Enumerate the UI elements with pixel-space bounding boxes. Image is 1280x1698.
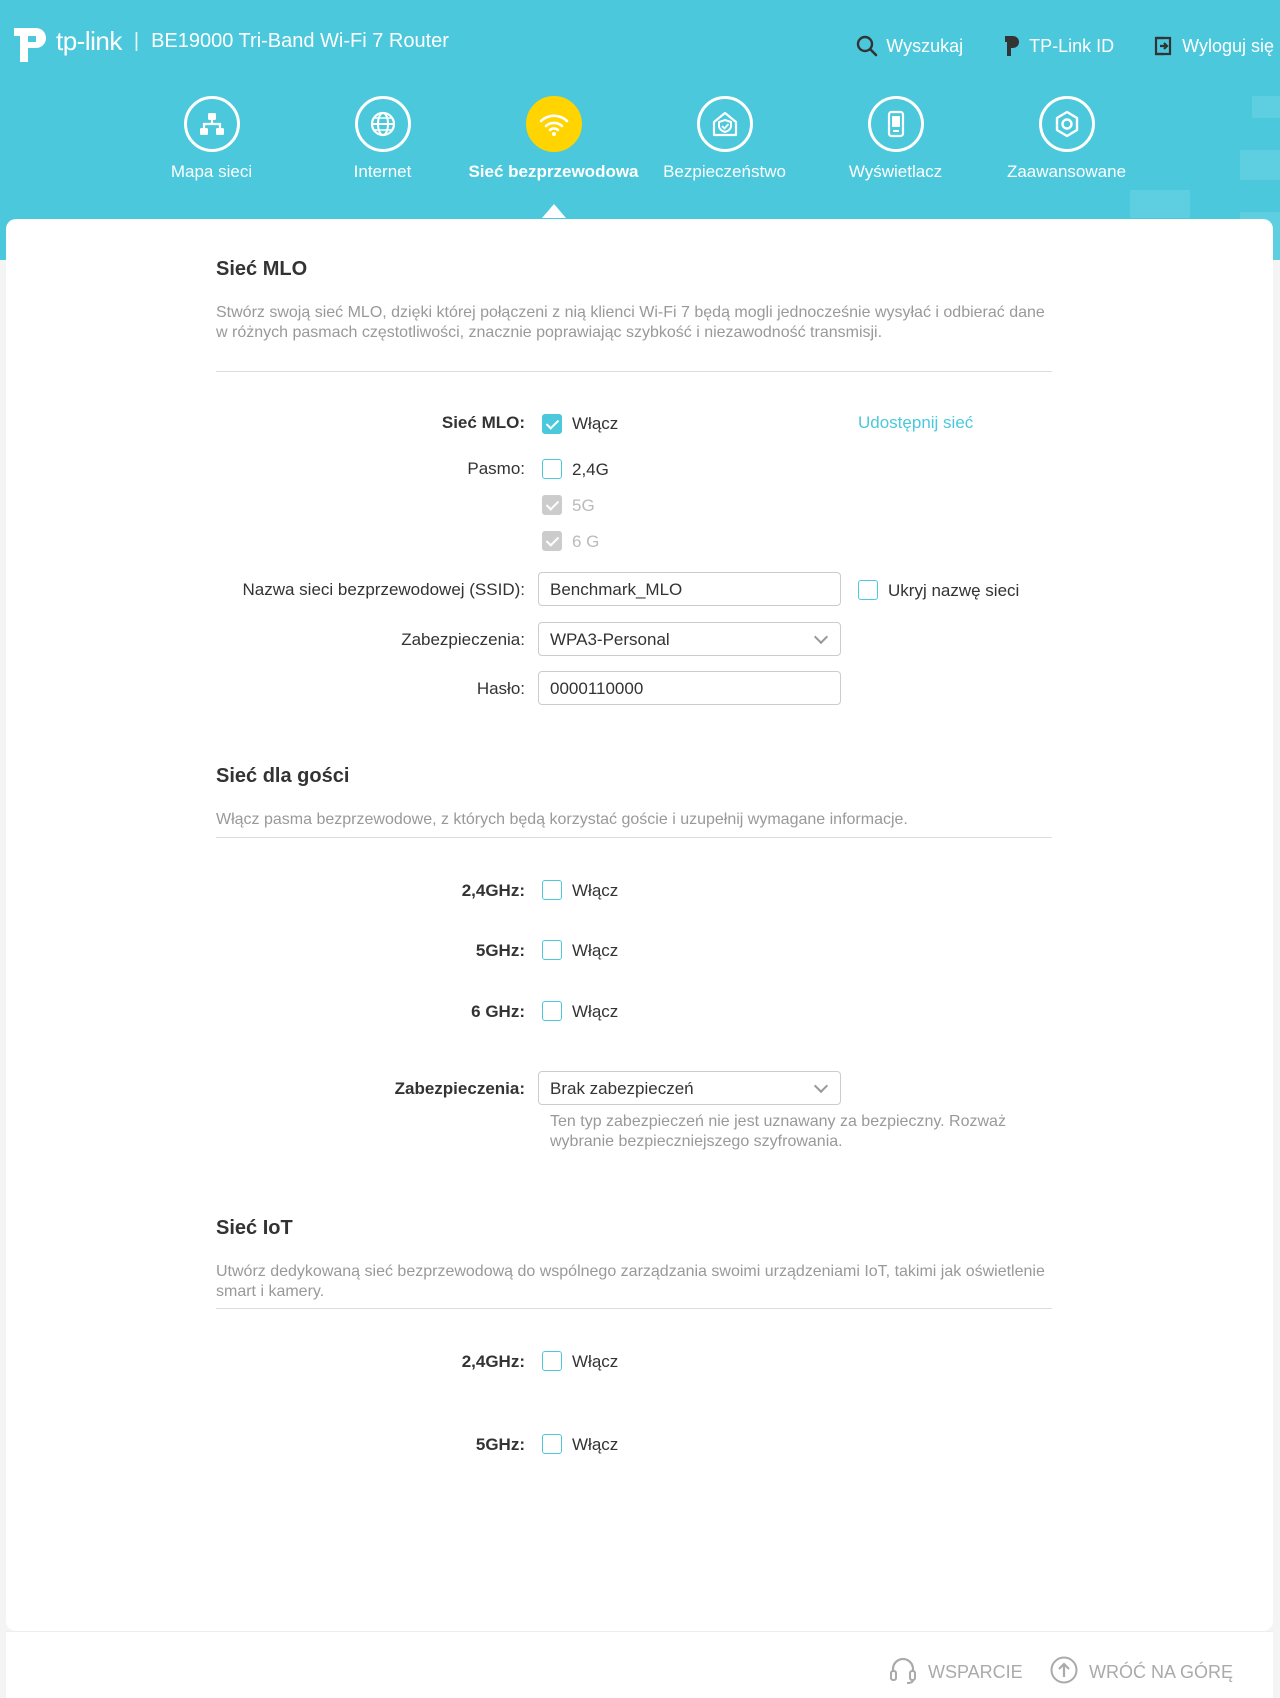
headset-icon [888,1655,918,1690]
logout-label: Wyloguj się [1182,35,1274,56]
guest-security-select-value: Brak zabezpieczeń [550,1079,694,1098]
router-model: BE19000 Tri-Band Wi-Fi 7 Router [151,29,449,52]
band-6g-label: 6 G [572,532,600,551]
iot-band-label: 2,4GHz: [461,1352,525,1371]
band-5g-label: 5G [572,496,595,515]
security-select-value: WPA3-Personal [550,630,670,649]
iot-2-4ghz-checkbox[interactable] [542,1351,562,1371]
nav-label: Bezpieczeństwo [663,162,786,181]
nav-advanced[interactable] [981,96,1152,182]
security-label: Zabezpieczenia: [401,630,525,649]
nav-label: Internet [353,162,412,181]
chevron-down-icon [814,1079,828,1093]
hide-ssid-label: Ukryj nazwę sieci [888,581,1020,600]
nav-network-map[interactable] [126,96,297,182]
tplink-logo-icon [6,18,52,64]
band-label: Pasmo: [467,459,525,478]
nav-label: Wyświetlacz [848,162,943,181]
logout-button[interactable] [1152,34,1274,58]
footer [6,1631,1273,1698]
tplink-logo[interactable] [6,18,449,64]
tplink-id-icon [1001,34,1021,58]
header-decoration [1130,190,1190,218]
mlo-section-header [216,258,1052,343]
share-network-link[interactable]: Udostępnij sieć [858,413,974,432]
guest-5ghz-checkbox[interactable] [542,940,562,960]
iot-5ghz-text: Włącz [572,1435,619,1454]
section-divider [216,1308,1052,1309]
band-5g-checkbox [542,495,562,515]
guest-band-label: 6 GHz: [471,1002,525,1021]
password-input[interactable]: 0000110000 [538,671,841,705]
search-label: Wyszukaj [886,35,964,56]
band-6g-checkbox [542,531,562,551]
ssid-label: Nazwa sieci bezprzewodowej (SSID): [242,580,525,599]
ssid-input[interactable]: Benchmark_MLO [538,572,841,606]
globe-icon [355,96,411,152]
section-title: Sieć IoT [216,1217,293,1239]
band-2-4g-checkbox[interactable] [542,459,562,479]
section-title: Sieć MLO [216,258,308,280]
chevron-down-icon [814,630,828,644]
guest-5ghz-text: Włącz [572,941,619,960]
section-divider [216,837,1052,838]
nav-label: Zaawansowane [1006,162,1127,181]
search-button[interactable] [856,34,963,58]
top-nav [856,34,1274,58]
support-label: WSPARCIE [928,1662,1023,1682]
mlo-enable-checkbox[interactable] [542,414,562,434]
mlo-enable-label: Sieć MLO: [441,413,525,432]
tplink-id-label: TP-Link ID [1029,35,1115,56]
back-to-top-label: WRÓĆ NA GÓRĘ [1089,1662,1234,1682]
network-map-icon [184,96,240,152]
wifi-icon [526,96,582,152]
guest-6ghz-text: Włącz [572,1002,619,1021]
guest-band-label: 5GHz: [475,941,525,960]
mlo-enable-text: Włącz [572,414,619,433]
tplink-id-button[interactable] [1001,34,1114,58]
nav-internet[interactable] [297,96,468,182]
main-nav [126,96,1152,182]
guest-2-4ghz-text: Włącz [572,881,619,900]
section-description: Stwórz swoją sieć MLO, dzięki której połączeni z nią klienci Wi-Fi 7 będą mogli jednocześnie wysyłać i odbierać dane w różnych pasmach częstotliwości, znacznie poprawiając szybkość i niezawodność transmisji. [216,304,1045,341]
guest-6ghz-checkbox[interactable] [542,1001,562,1021]
security-select[interactable] [538,622,841,656]
band-2-4g-label: 2,4G [572,460,609,479]
search-icon [856,35,878,57]
nav-label: Mapa sieci [170,162,253,181]
iot-2-4ghz-text: Włącz [572,1352,619,1371]
guest-2-4ghz-checkbox[interactable] [542,880,562,900]
section-description: Utwórz dedykowaną sieć bezprzewodową do wspólnego zarządzania swoimi urządzeniami IoT, takimi jak oświetlenie smart i kamery. [216,1263,1045,1300]
logout-icon [1152,35,1174,57]
shield-home-icon [697,96,753,152]
section-description: Włącz pasma bezprzewodowe, z których będą korzystać goście i uzupełnij wymagane informacje. [216,811,908,828]
security-warning-note: Ten typ zabezpieczeń nie jest uznawany za bezpieczny. Rozważ wybranie bezpieczniejszego szyfrowania. [550,1113,1006,1150]
nav-wireless[interactable] [468,96,639,182]
guest-band-label: 2,4GHz: [461,881,525,900]
nav-label: Sieć bezprzewodowa [468,162,639,181]
content-card [6,219,1273,1631]
iot-band-label: 5GHz: [475,1435,525,1454]
guest-section-header [216,765,1052,830]
support-link[interactable] [888,1655,1023,1690]
brand-separator: | [133,29,140,52]
nav-display[interactable] [810,96,981,182]
back-to-top-link[interactable] [1049,1655,1233,1690]
header-decoration [1240,150,1280,180]
guest-security-label: Zabezpieczenia: [394,1079,525,1098]
password-label: Hasło: [476,679,525,698]
active-nav-caret [542,204,566,218]
arrow-up-circle-icon [1049,1655,1079,1690]
hide-ssid-checkbox[interactable] [858,580,878,600]
section-divider [216,371,1052,372]
gear-icon [1039,96,1095,152]
nav-security[interactable] [639,96,810,182]
guest-security-select[interactable] [538,1071,841,1105]
header-decoration [1252,96,1280,118]
section-title: Sieć dla gości [216,765,350,787]
iot-5ghz-checkbox[interactable] [542,1434,562,1454]
brand-name: tp-link [56,25,122,56]
display-icon [868,96,924,152]
iot-section-header [216,1217,1052,1302]
